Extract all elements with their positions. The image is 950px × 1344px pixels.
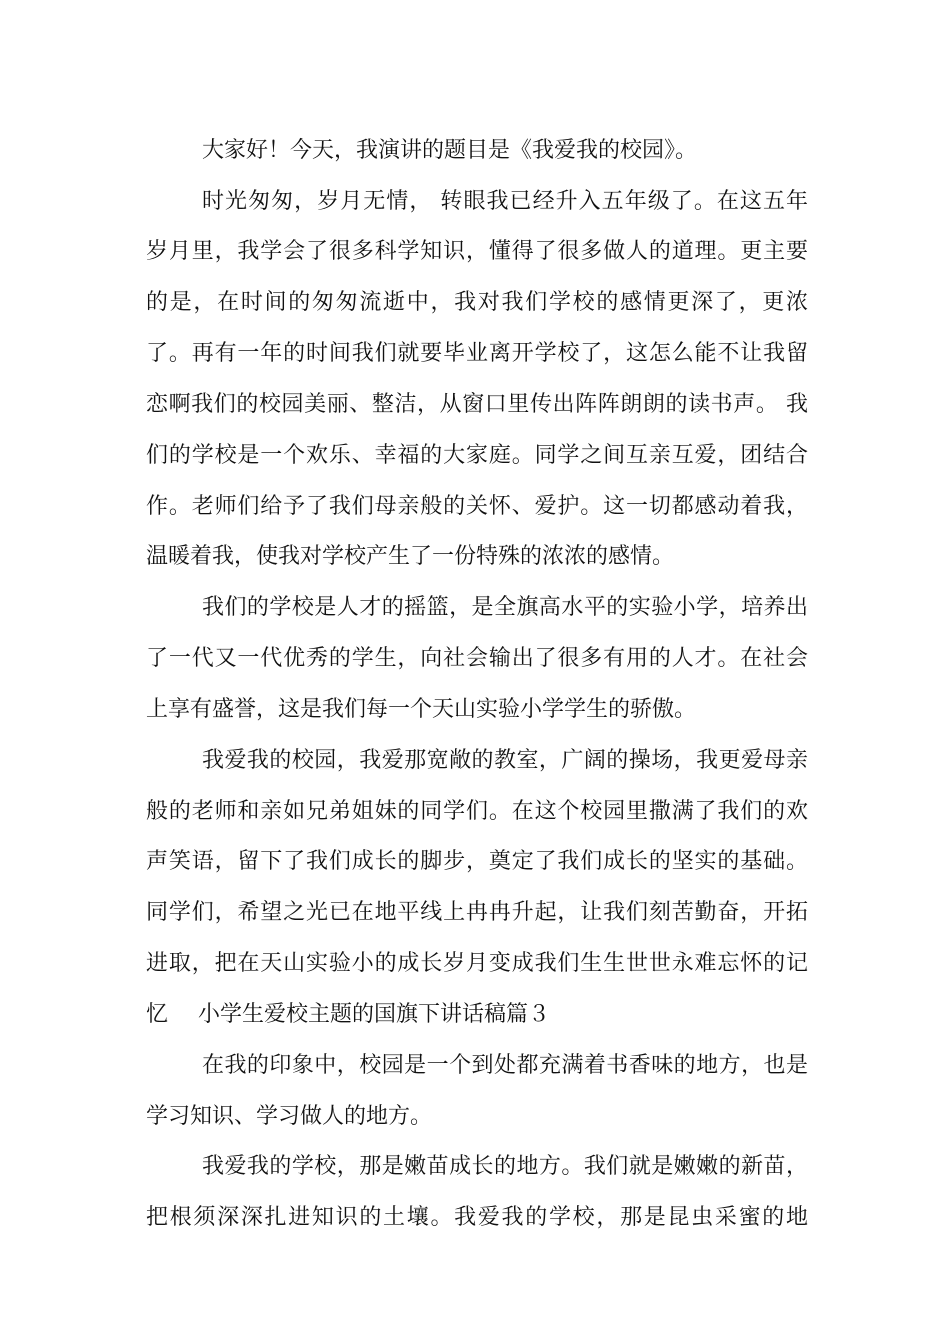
paragraph-line-with-heading xyxy=(146,995,808,1035)
paragraph-line: 上享有盛誉，这是我们每一个天山实验小学学生的骄傲。 xyxy=(146,697,697,722)
paragraph-line: 大家好！今天，我演讲的题目是《我爱我的校园》。 xyxy=(202,138,698,163)
paragraph-line: 时光匆匆，岁月无情， 转眼我已经升入五年级了。在这五年 xyxy=(202,189,808,214)
paragraph-line: 在我的印象中，校园是一个到处都充满着书香味的地方，也是 xyxy=(202,1053,808,1078)
paragraph-line: 岁月里，我学会了很多科学知识，懂得了很多做人的道理。更主要 xyxy=(146,239,808,264)
section-heading: 小学生爱校主题的国旗下讲话稿篇３ xyxy=(198,1002,551,1027)
paragraph-line: 我们的学校是人才的摇篮，是全旗高水平的实验小学，培养出 xyxy=(202,595,808,620)
paragraph-line: 作。老师们给予了我们母亲般的关怀、爱护。这一切都感动着我， xyxy=(146,494,808,519)
paragraph-line: 的是，在时间的匆匆流逝中，我对我们学校的感情更深了，更浓 xyxy=(146,290,808,315)
paragraph-tail: 忆 xyxy=(146,1002,169,1027)
paragraph-line: 了一代又一代优秀的学生，向社会输出了很多有用的人才。在社会 xyxy=(146,646,808,671)
paragraph-line: 声笑语，留下了我们成长的脚步，奠定了我们成长的坚实的基础。 xyxy=(146,849,808,874)
paragraph-line: 学习知识、学习做人的地方。 xyxy=(146,1104,433,1129)
paragraph-line: 恋啊我们的校园美丽、整洁，从窗口里传出阵阵朗朗的读书声。 我 xyxy=(146,392,808,417)
paragraph-line: 进取，把在天山实验小的成长岁月变成我们生生世世永难忘怀的记 xyxy=(146,951,808,976)
paragraph-line: 们的学校是一个欢乐、幸福的大家庭。同学之间互亲互爱，团结合 xyxy=(146,443,808,468)
paragraph-line: 了。再有一年的时间我们就要毕业离开学校了，这怎么能不让我留 xyxy=(146,341,808,366)
paragraph-line: 般的老师和亲如兄弟姐妹的同学们。在这个校园里撒满了我们的欢 xyxy=(146,799,808,824)
paragraph-line: 同学们，希望之光已在地平线上冉冉升起，让我们刻苦勤奋，开拓 xyxy=(146,900,808,925)
paragraph-line: 温暖着我，使我对学校产生了一份特殊的浓浓的感情。 xyxy=(146,544,675,569)
paragraph-line: 把根须深深扎进知识的土壤。我爱我的学校，那是昆虫采蜜的地 xyxy=(146,1205,808,1230)
paragraph-line: 我爱我的校园，我爱那宽敞的教室，广阔的操场，我更爱母亲 xyxy=(202,748,808,773)
paragraph-line: 我爱我的学校，那是嫩苗成长的地方。我们就是嫩嫩的新苗， xyxy=(202,1154,808,1179)
